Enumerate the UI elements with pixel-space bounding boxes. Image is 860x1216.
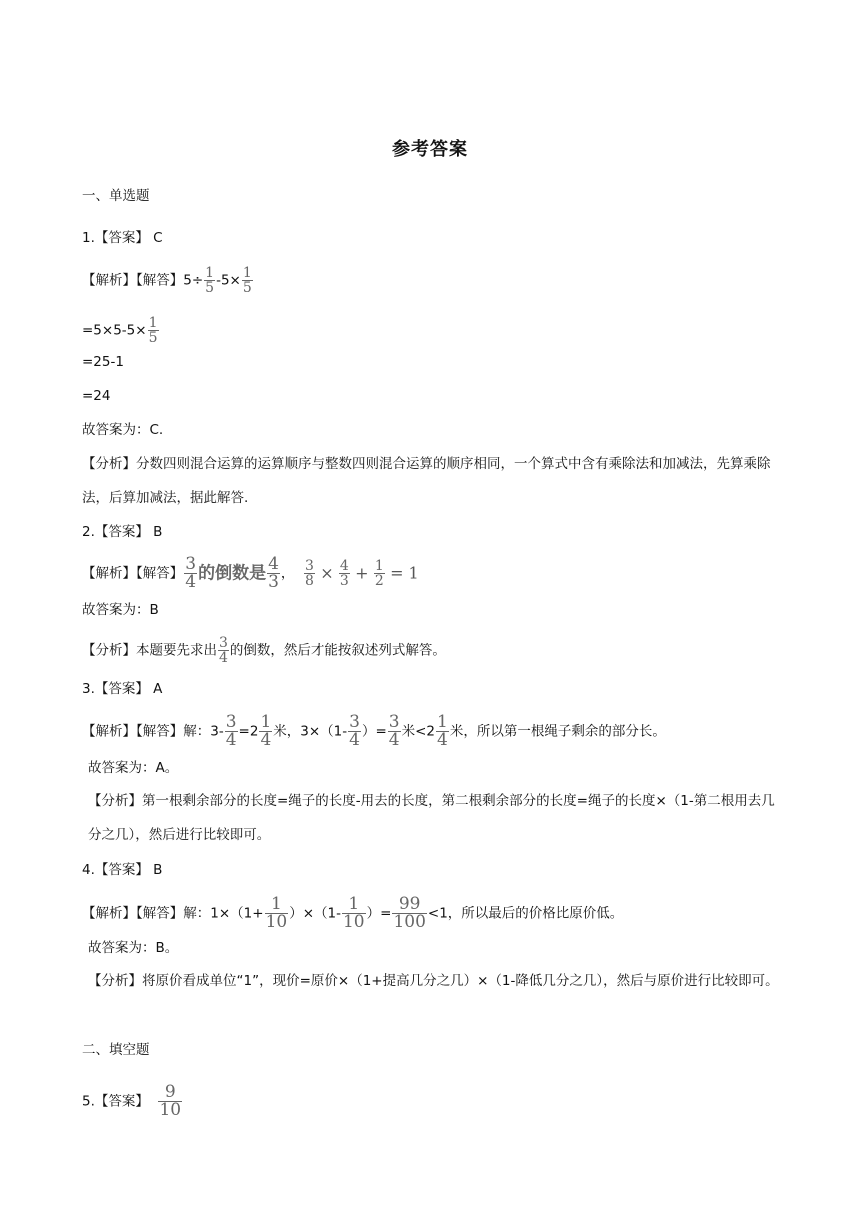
q2-times: × xyxy=(320,563,334,583)
q4-fraction-1-10a: $\frac{1}{10}$ xyxy=(265,894,288,932)
q2-analysis xyxy=(82,556,419,591)
q3-fraction-3-4a: $\frac{3}{4}$ xyxy=(225,712,237,750)
q2-conclusion: 故答案为：B xyxy=(82,602,159,618)
q4-conclusion: 故答案为：B。 xyxy=(88,940,179,956)
q1-answer: 1.【答案】 C xyxy=(82,230,163,246)
q1-step1-text: =5×5-5× xyxy=(82,322,147,339)
q1-fraction-1: $\frac{1}{5}$ xyxy=(205,265,215,296)
q2-fraction-4-3: $\frac{4}{3}$ xyxy=(268,554,279,592)
q3-unit: 米，3×（1- xyxy=(273,723,348,740)
q2-fenxi-prefix: 【分析】本题要先求出 xyxy=(82,642,217,659)
q5-answer-label: 5.【答案】 xyxy=(82,1093,149,1110)
q3-fraction-1-4b: $\frac{1}{4}$ xyxy=(437,712,448,750)
q1-fraction-2: $\frac{1}{5}$ xyxy=(242,265,252,296)
q2-equals-one: = 1 xyxy=(390,563,419,583)
q1-step3: =24 xyxy=(82,388,111,404)
q4-fenxi: 【分析】将原价看成单位“1”，现价=原价×（1+提高几分之几）×（1-降低几分之几），然后与原价进行比较即可。 xyxy=(88,973,779,989)
q1-step2: =25-1 xyxy=(82,354,124,370)
q3-fraction-3-4c: $\frac{3}{4}$ xyxy=(388,712,400,750)
q3-close: ）= xyxy=(361,723,387,740)
q3-lt: 米<2 xyxy=(401,723,436,740)
q3-analysis-prefix: 【解析】【解答】解：3- xyxy=(82,723,224,740)
q4-answer: 4.【答案】 B xyxy=(82,862,163,878)
q2-fenxi-fraction: $\frac{3}{4}$ xyxy=(219,635,228,666)
q3-answer: 3.【答案】 A xyxy=(82,681,163,697)
section-heading-fill-blank: 二、填空题 xyxy=(82,1042,150,1058)
q2-fenxi-suffix: 的倒数，然后才能按叙述列式解答。 xyxy=(229,642,446,659)
q5-fraction: $\frac{9}{10}$ xyxy=(159,1082,182,1120)
q3-suffix: 米，所以第一根绳子剩余的部分长。 xyxy=(449,723,666,740)
q3-fraction-3-4b: $\frac{3}{4}$ xyxy=(349,712,360,750)
page-title: 参考答案 xyxy=(392,139,468,160)
q1-analysis xyxy=(82,266,254,295)
q4-close: ）= xyxy=(366,905,392,922)
q2-fraction-4-3b: $\frac{4}{3}$ xyxy=(339,558,349,589)
q2-fenxi xyxy=(82,636,446,665)
q4-mid: ）×（1- xyxy=(289,905,341,922)
q2-plus: + xyxy=(355,563,369,583)
q4-fraction-99-100: $\frac{99}{100}$ xyxy=(393,894,426,932)
q4-analysis-prefix: 【解析】【解答】解：1×（1+ xyxy=(82,905,264,922)
q4-fraction-1-10b: $\frac{1}{10}$ xyxy=(342,894,365,932)
q1-fenxi: 【分析】分数四则混合运算的运算顺序与整数四则混合运算的顺序相同，一个算式中含有乘除法和加减法，先算乘除法，后算加减法，据此解答. xyxy=(82,456,771,506)
q2-fraction-3-8: $\frac{3}{8}$ xyxy=(305,558,314,589)
q2-answer: 2.【答案】 B xyxy=(82,524,163,540)
section-heading-single-choice: 一、单选题 xyxy=(82,188,150,204)
q1-conclusion: 故答案为：C. xyxy=(82,422,164,438)
q2-analysis-prefix: 【解析】【解答】 xyxy=(82,565,184,582)
q3-analysis xyxy=(82,714,666,749)
q1-analysis-mid: -5× xyxy=(216,272,241,289)
q3-fraction-1-4a: $\frac{1}{4}$ xyxy=(260,712,272,750)
q3-fenxi: 【分析】第一根剩余部分的长度=绳子的长度-用去的长度，第二根剩余部分的长度=绳子的长度×（1-第二根用去几分之几），然后进行比较即可。 xyxy=(88,793,775,843)
q1-step1 xyxy=(82,316,160,345)
q3-eq: =2 xyxy=(238,723,259,740)
q4-suffix: <1，所以最后的价格比原价低。 xyxy=(427,905,624,922)
q2-fraction-3-4: $\frac{3}{4}$ xyxy=(185,554,197,592)
q2-comma: ， xyxy=(280,565,295,582)
q2-reciprocal-text: 的倒数是 xyxy=(198,563,267,584)
q1-analysis-prefix: 【解析】【解答】5÷ xyxy=(82,272,204,289)
q4-analysis xyxy=(82,896,623,931)
q1-fraction-3: $\frac{1}{5}$ xyxy=(148,315,158,346)
q3-conclusion: 故答案为：A。 xyxy=(88,760,179,776)
q2-fraction-1-2: $\frac{1}{2}$ xyxy=(374,558,384,589)
q5-answer xyxy=(82,1084,183,1119)
